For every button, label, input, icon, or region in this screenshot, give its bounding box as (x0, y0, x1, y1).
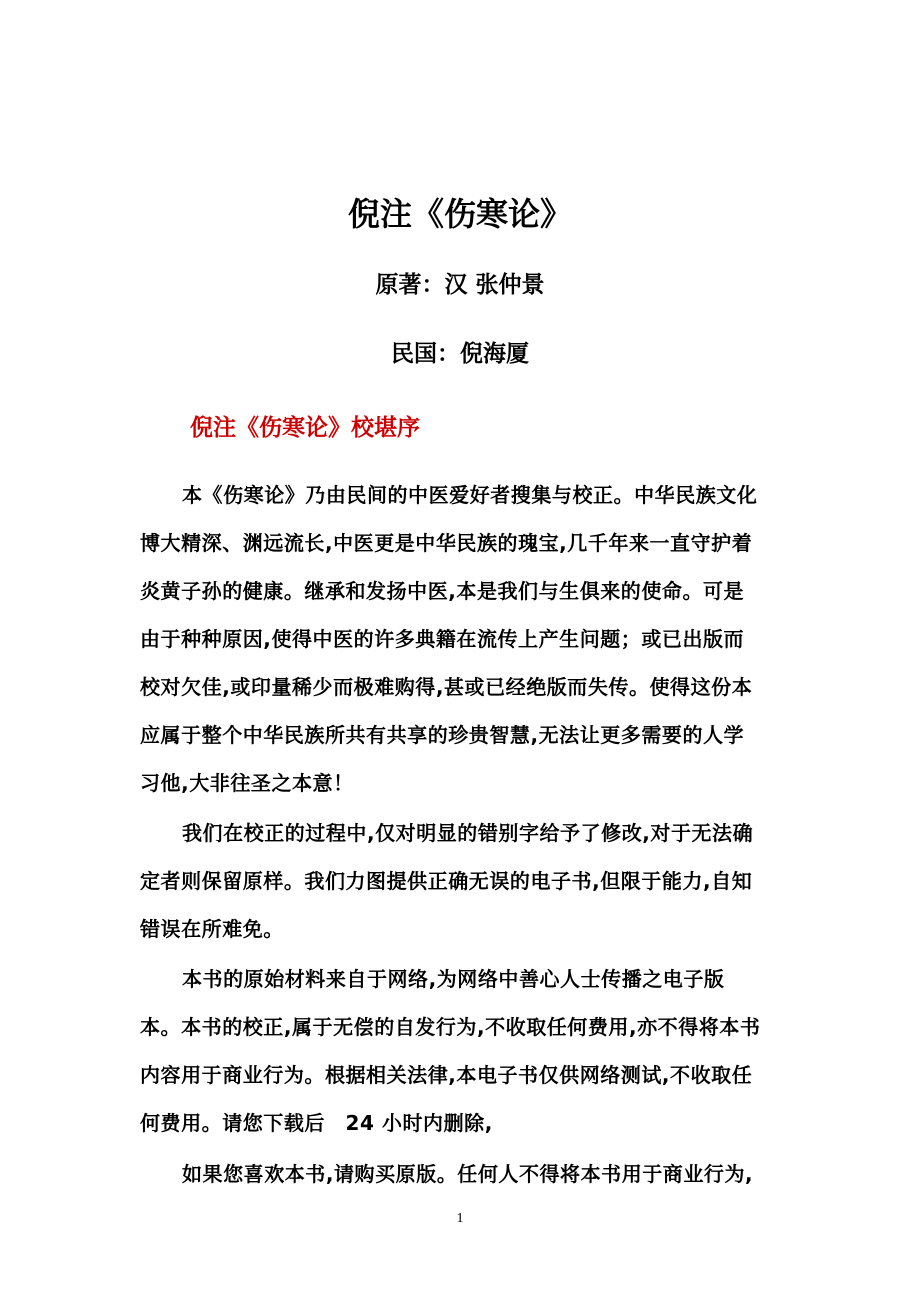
paragraph-line: 炎黄子孙的健康。继承和发扬中医,本是我们与生俱来的使命。可是 (140, 579, 745, 603)
paragraph-line: 本。本书的校正,属于无偿的自发行为,不收取任何费用,亦不得将本书 (140, 1015, 761, 1039)
section-heading: 倪注《伤寒论》校堪序 (190, 415, 420, 441)
paragraph-line: 何费用。请您下载后 24 小时内删除, (140, 1111, 493, 1135)
annotator-line: 民国：倪海厦 (391, 341, 529, 367)
paragraph-line: 应属于整个中华民族所共有共享的珍贵智慧,无法让更多需要的人学 (140, 723, 745, 747)
paragraph-line: 内容用于商业行为。根据相关法律,本电子书仅供网络测试,不收取任 (140, 1063, 753, 1087)
book-title: 倪注《伤寒论》 (347, 195, 572, 233)
paragraph-line: 由于种种原因,使得中医的许多典籍在流传上产生问题；或已出版而 (140, 627, 745, 651)
paragraph-line: 如果您喜欢本书,请购买原版。任何人不得将本书用于商业行为, (182, 1162, 754, 1186)
paragraph-line: 错误在所难免。 (140, 917, 284, 941)
paragraph-line: 校对欠佳,或印量稀少而极难购得,甚或已经绝版而失传。使得这份本 (140, 675, 753, 699)
paragraph-line: 本《伤寒论》乃由民间的中医爱好者搜集与校正。中华民族文化 (182, 483, 758, 507)
paragraph-line: 我们在校正的过程中,仅对明显的错别字给予了修改,对于无法确 (182, 821, 754, 845)
paragraph-line: 博大精深、渊远流长,中医更是中华民族的瑰宝,几千年来一直守护着 (140, 531, 753, 555)
paragraph-line: 本书的原始材料来自于网络,为网络中善心人士传播之电子版 (182, 967, 725, 991)
paragraph-line: 定者则保留原样。我们力图提供正确无误的电子书,但限于能力,自知 (140, 869, 753, 893)
page-number: 1 (456, 1211, 464, 1226)
author-line: 原著：汉 张仲景 (375, 272, 545, 298)
paragraph-line: 习他,大非往圣之本意！ (140, 771, 354, 795)
